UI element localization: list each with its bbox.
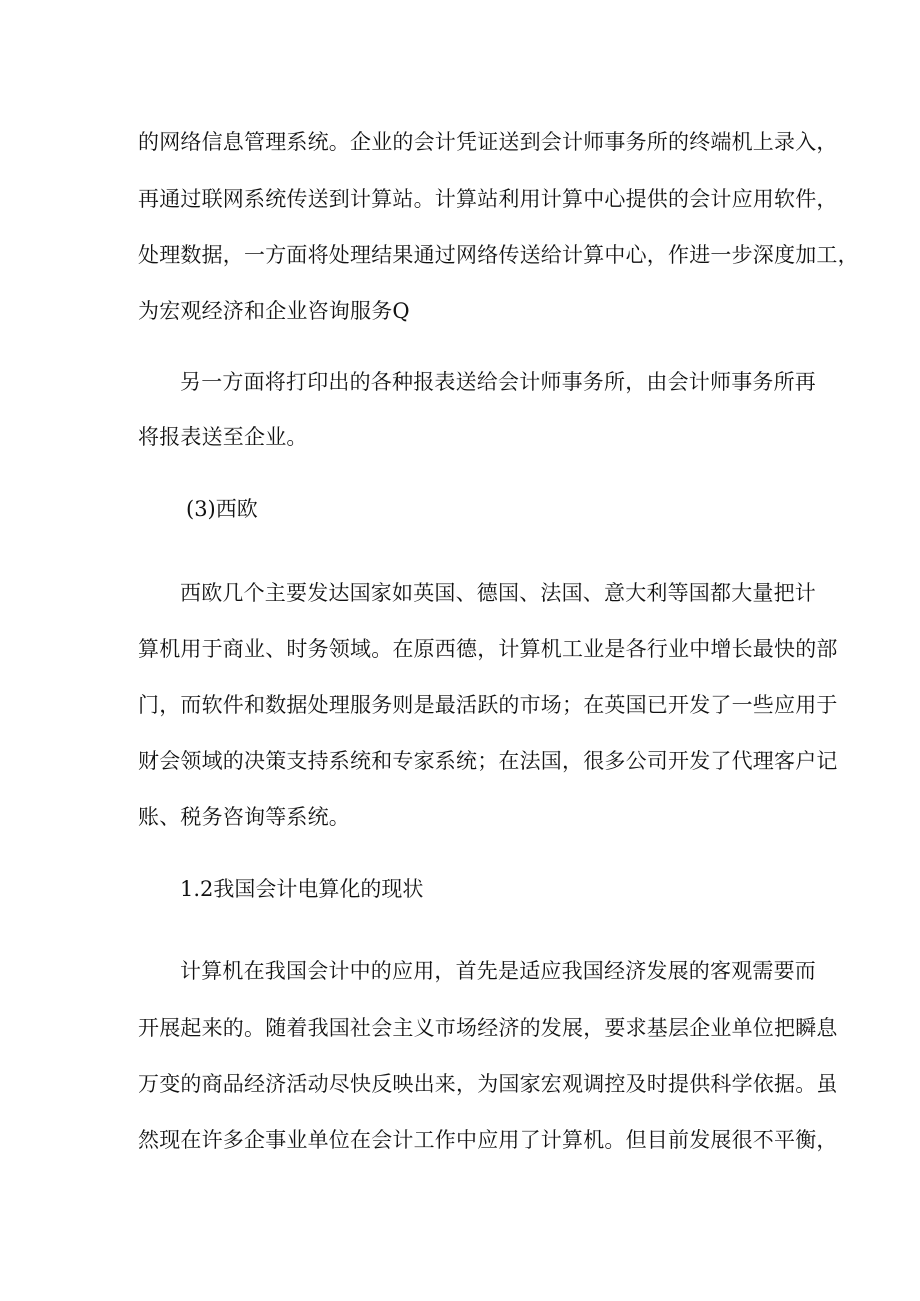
text-line: 西欧几个主要发达国家如英国、德国、法国、意大利等国都大量把计 xyxy=(180,581,816,605)
text-line: 账、税务咨询等系统。 xyxy=(138,805,350,829)
text-line: 计算机在我国会计中的应用，首先是适应我国经济发展的客观需要而 xyxy=(180,959,816,983)
text-line: 算机用于商业、时务领域。在原西德，计算机工业是各行业中增长最快的部 xyxy=(138,637,838,661)
text-line: 开展起来的。随着我国社会主义市场经济的发展，要求基层企业单位把瞬息 xyxy=(138,1016,838,1040)
text-line: 的网络信息管理系统。企业的会计凭证送到会计师事务所的终端机上录入， xyxy=(138,130,838,154)
text-line: 处理数据，一方面将处理结果通过网络传送给计算中心，作进一步深度加工， xyxy=(138,243,859,267)
text-line: 为宏观经济和企业咨询服务Q xyxy=(138,299,410,323)
text-line: 财会领域的决策支持系统和专家系统；在法国，很多公司开发了代理客户记 xyxy=(138,749,838,773)
text-line: 然现在许多企事业单位在会计工作中应用了计算机。但目前发展很不平衡， xyxy=(138,1128,838,1152)
text-line: 另一方面将打印出的各种报表送给会计师事务所，由会计师事务所再 xyxy=(180,370,816,394)
section-heading: 1.2我国会计电算化的现状 xyxy=(180,877,424,901)
text-line: 将报表送至企业。 xyxy=(138,425,308,449)
text-line: 门，而软件和数据处理服务则是最活跃的市场；在英国已开发了一些应用于 xyxy=(138,693,838,717)
text-line: 再通过联网系统传送到计算站。计算站利用计算中心提供的会计应用软件， xyxy=(138,187,838,211)
section-heading: (3)西欧 xyxy=(186,497,258,521)
text-line: 万变的商品经济活动尽快反映出来，为国家宏观调控及时提供科学依据。虽 xyxy=(138,1072,838,1096)
